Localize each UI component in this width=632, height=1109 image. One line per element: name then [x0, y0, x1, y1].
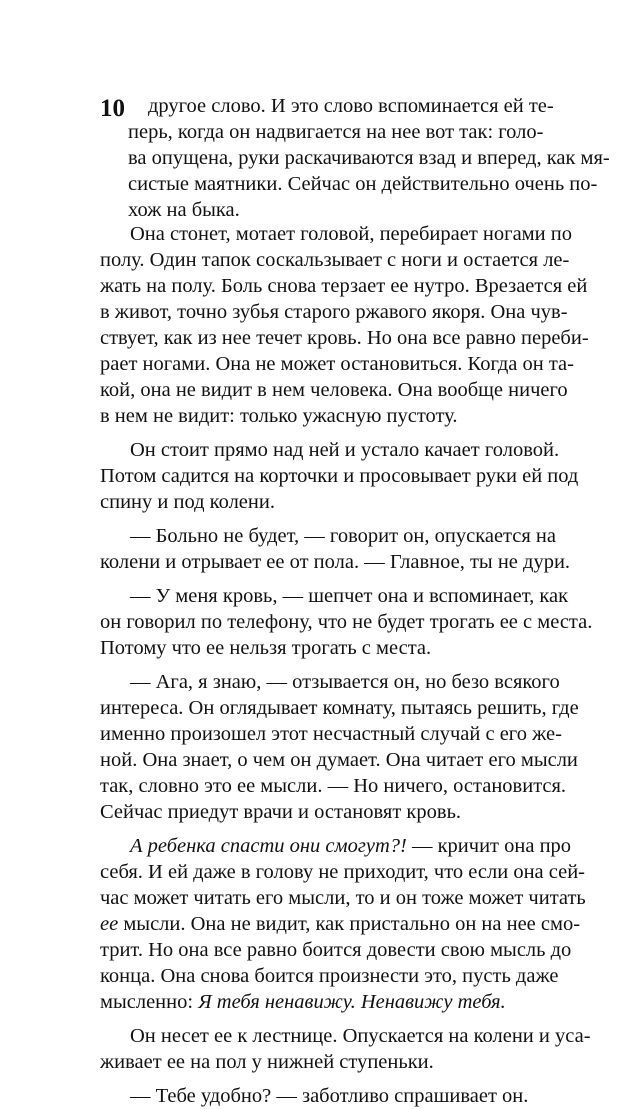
text-line: себя. И ей даже в голову не приходит, что если она сей- [100, 861, 586, 883]
text-line: — У меня кровь, — шепчет она и вспоминает, как [130, 585, 569, 607]
body-text [100, 221, 593, 1109]
text-line: Он несет ее к лестнице. Опускается на колени и уса- [130, 1025, 591, 1047]
text-line: именно произошел этот несчастный случай с его же- [100, 723, 562, 745]
italic-word: ее [100, 913, 119, 935]
text-line: ва опущена, руки раскачиваются взад и вперед, как мя- [128, 147, 610, 169]
text-span: мысленно: [100, 991, 199, 1013]
text-span: — кричит она про [406, 835, 572, 857]
text-span: мысли. Она не видит, как пристально он на нее смо- [118, 913, 581, 935]
text-line: Потому что ее нельзя трогать с места. [100, 637, 432, 659]
text-line: трит. Но она все равно боится довести свою мысль до [100, 939, 572, 961]
text-line: в живот, точно зубья старого ржавого якоря. Она чув- [100, 301, 568, 323]
text-line: полу. Один тапок соскальзывает с ноги и остается ле- [100, 249, 570, 271]
text-line: он говорил по телефону, что не будет трогать ее с места. [100, 611, 593, 633]
text-line: — Больно не будет, — говорит он, опускается на [130, 525, 556, 547]
text-line: в нем не видит: только ужасную пустоту. [100, 405, 458, 427]
text-line: конца. Она снова боится произнести это, пусть даже [100, 965, 559, 987]
text-line: жать на полу. Боль снова терзает ее нутро. Врезается ей [100, 275, 588, 297]
text-line: ной. Она знает, о чем он думает. Она читает его мысли [100, 749, 578, 771]
text-line: спину и под колени. [100, 491, 275, 513]
page-number: 10 [100, 95, 125, 122]
text-line: Сейчас приедут врачи и остановят кровь. [100, 801, 462, 823]
text-line: Потом садится на корточки и просовывает руки ей под [100, 465, 579, 487]
text-line: Он стоит прямо над ней и устало качает головой. [130, 439, 560, 461]
text-line: живает ее на пол у нижней ступеньки. [100, 1051, 434, 1073]
text-line: перь, когда он надвигается на нее вот так: голо- [128, 121, 544, 143]
text-line: ствует, как из нее течет кровь. Но она все равно переби- [100, 327, 589, 349]
text-block [128, 93, 610, 223]
text-line [100, 833, 572, 859]
text-line: интереса. Он оглядывает комнату, пытаясь решить, где [100, 697, 579, 719]
text-line: систые маятники. Сейчас он действительно очень по- [128, 173, 598, 195]
text-line: так, словно это ее мысли. — Но ничего, остановится. [100, 775, 567, 797]
text-line [100, 989, 524, 1015]
italic-phrase: Я тебя ненавижу. Ненавижу тебя. [198, 991, 506, 1013]
text-line: другое слово. И это слово вспоминается ей те- [148, 95, 554, 117]
text-line: колени и отрывает ее от пола. — Главное, ты не дури. [100, 551, 571, 573]
text-line: — Тебе удобно? — заботливо спрашивает он. [130, 1085, 529, 1107]
text-line: хож на быка. [128, 199, 240, 221]
text-line: кой, она не видит в нем человека. Она вообще ничего [100, 379, 568, 401]
text-line [100, 911, 581, 937]
text-line: час может читать его мысли, то и он тоже может читать [100, 887, 586, 909]
text-line: — Ага, я знаю, — отзывается он, но безо всякого [130, 671, 560, 693]
text-line: Она стонет, мотает головой, перебирает ногами по [130, 223, 572, 245]
italic-phrase: А ребенка спасти они смогут?! [130, 835, 407, 857]
text-line: рает ногами. Она не может остановиться. Когда он та- [100, 353, 574, 375]
